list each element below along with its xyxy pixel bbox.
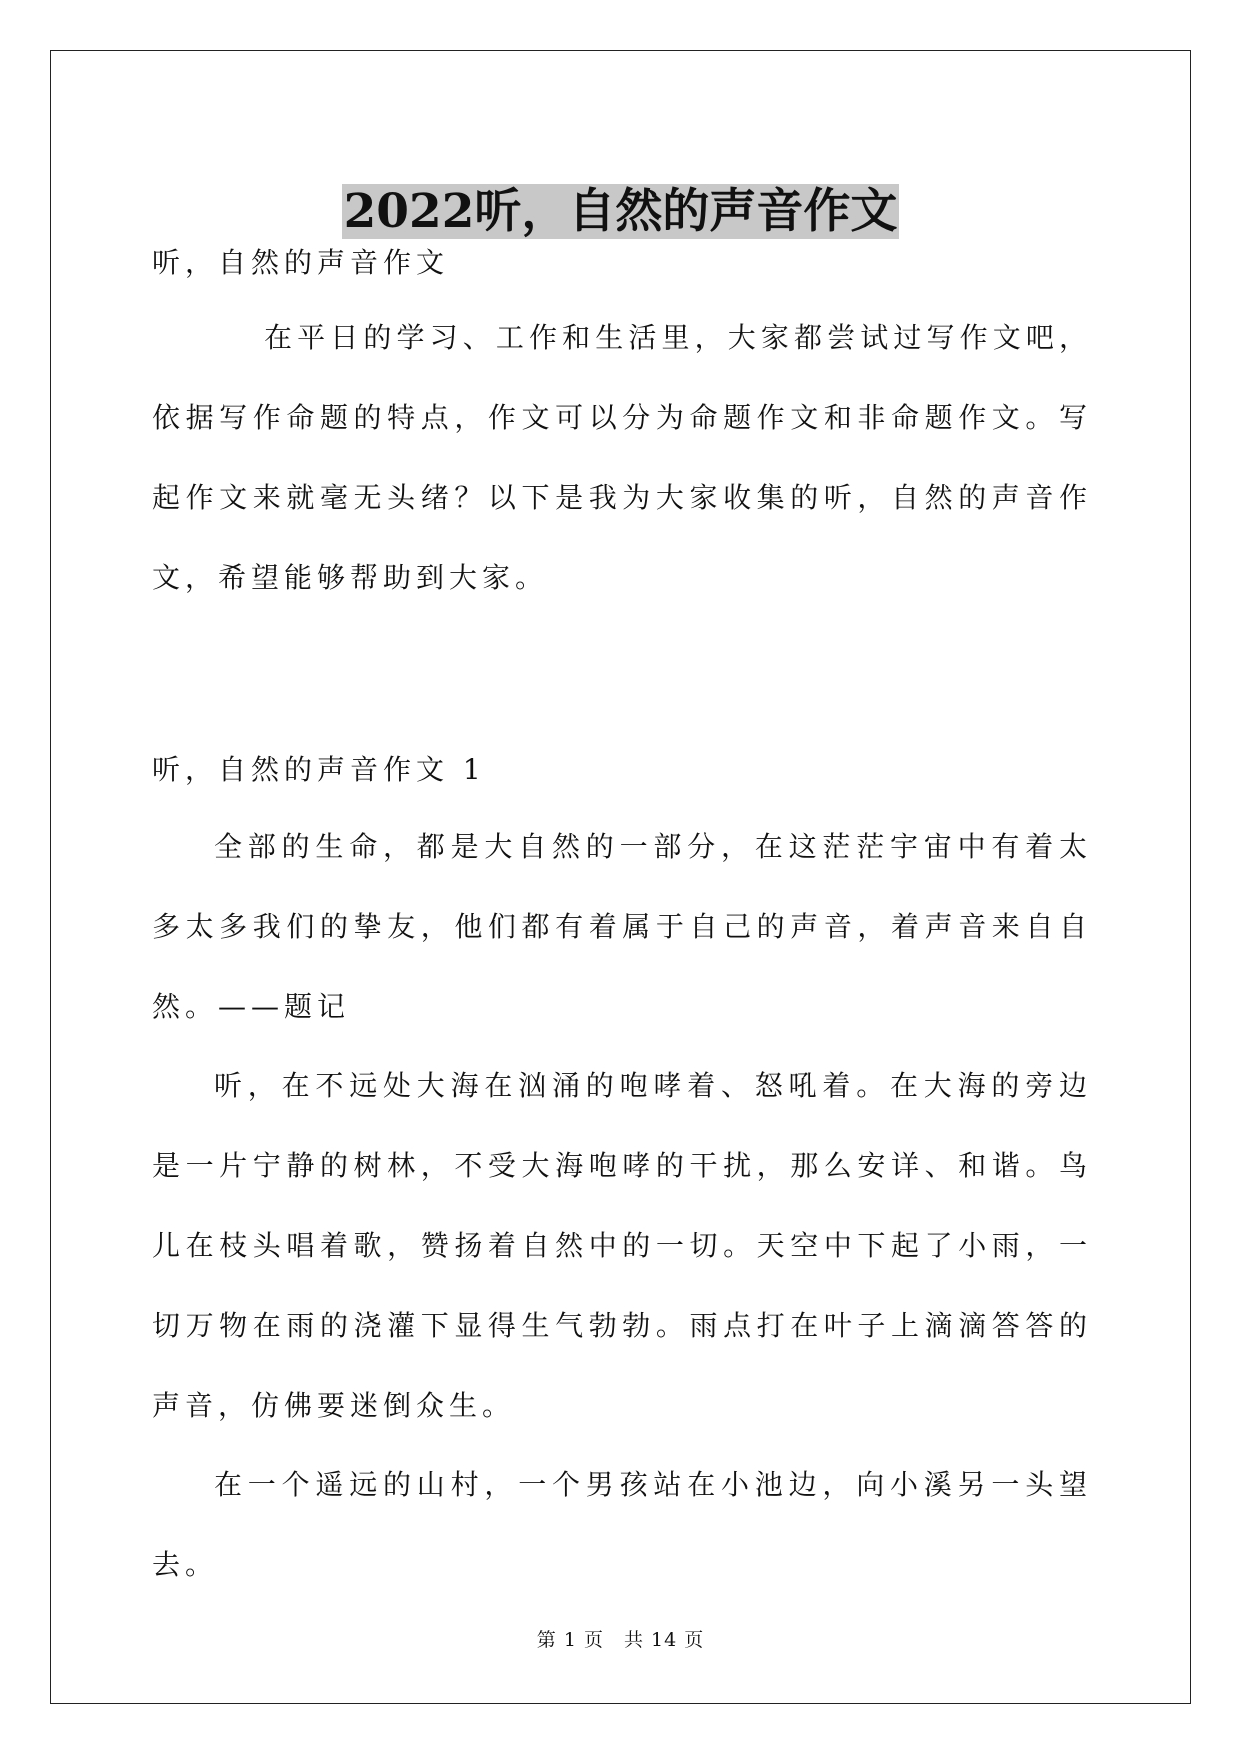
- intro-paragraph: 在平日的学习、工作和生活里，大家都尝试过写作文吧，依据写作命题的特点，作文可以分为命题作文和非命题作文。写起作文来就毫无头绪？以下是我为大家收集的听，自然的声音作文，希望能够帮助到大家。: [152, 321, 1092, 594]
- essay-1-paragraph-2: 听，在不远处大海在汹涌的咆哮着、怒吼着。在大海的旁边是一片宁静的树林，不受大海咆哮的干扰，那么安详、和谐。鸟儿在枝头唱着歌，赞扬着自然中的一切。天空中下起了小雨，一切万物在雨的浇灌下显得生气勃勃。雨点打在叶子上滴滴答答的声音，仿佛要迷倒众生。: [152, 1069, 1092, 1422]
- document-subtitle: 听，自然的声音作文: [152, 246, 450, 279]
- essay-1-paragraph-3: 在一个遥远的山村，一个男孩站在小池边，向小溪另一头望去。: [152, 1468, 1092, 1581]
- essay-1-paragraph-1: 全部的生命，都是大自然的一部分，在这茫茫宇宙中有着太多太多我们的挚友，他们都有着属于自己的声音，着声音来自自然。——题记: [152, 830, 1092, 1023]
- document-title-text: 2022听，自然的声音作文: [343, 184, 898, 240]
- essay-1-heading: 听，自然的声音作文 1: [152, 753, 486, 786]
- page-number-footer: 第 1 页 共 14 页: [536, 1629, 705, 1651]
- document-title: [0, 181, 1241, 243]
